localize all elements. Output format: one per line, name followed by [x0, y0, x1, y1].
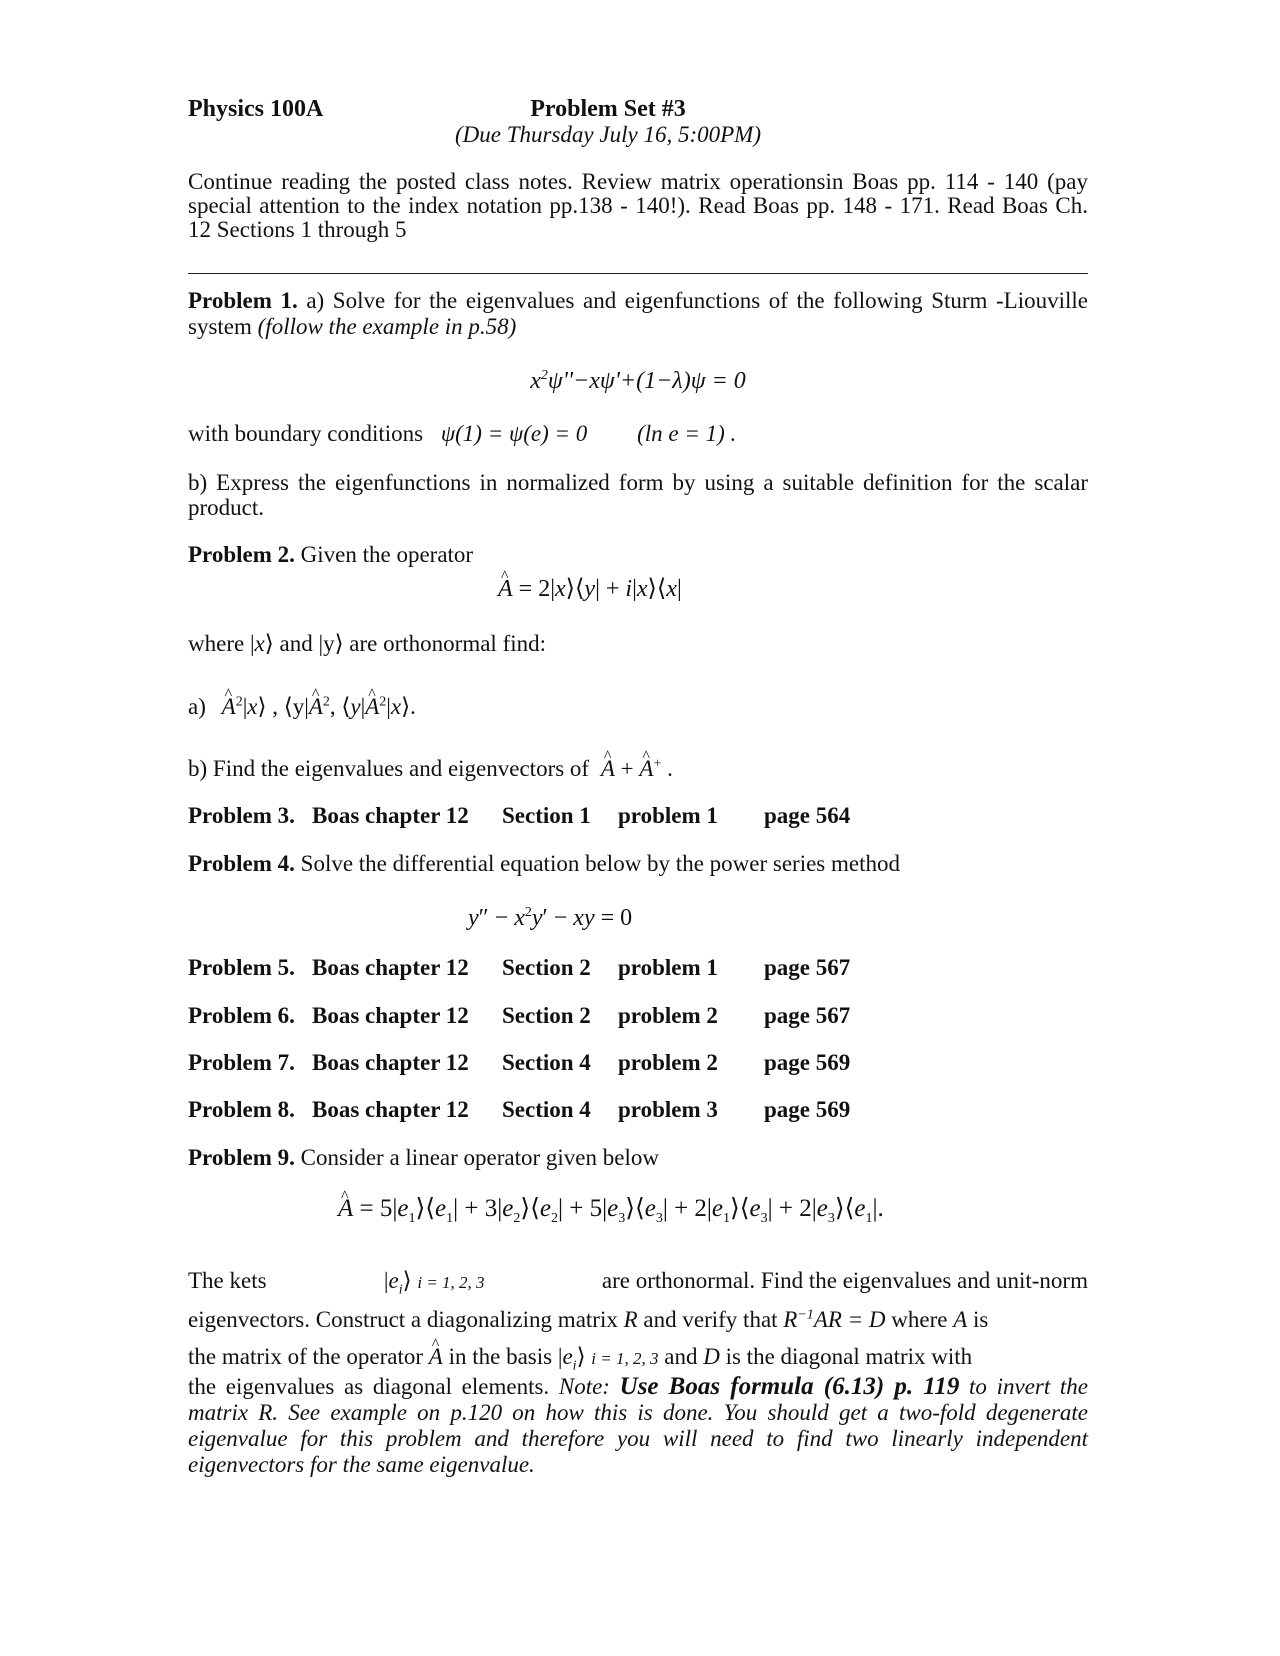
- row-page: page 564: [764, 803, 851, 828]
- row-label: Problem 3.: [188, 803, 295, 828]
- problem-set-title: Problem Set #3: [530, 96, 686, 122]
- row-problem: problem 2: [618, 1003, 718, 1028]
- row-page: page 567: [764, 1003, 851, 1028]
- row-section: Section 2: [502, 1003, 591, 1028]
- row-page: page 567: [764, 955, 851, 980]
- row-section: Section 4: [502, 1097, 591, 1122]
- where-text: where: [891, 1307, 948, 1332]
- row-label: Problem 6.: [188, 1003, 295, 1028]
- problem-9-line-3: the matrix of the operator ^ A in the basis $|e_i⟩$ i = 1, 2, 3 and D is the diagonal matrix with: [188, 1338, 1088, 1377]
- problem-2-part-a: [188, 694, 416, 720]
- row-problem: problem 2: [618, 1050, 718, 1075]
- problem-9-note: [188, 1374, 1088, 1478]
- note-instructions: to invert the matrix R. See example on p.120 on how this is done. You should get a two-fold degenerate eigenvalue for this problem and therefore you will need to find two linearly independent eigenvectors for the same eigenvalue.: [188, 1374, 1089, 1477]
- problem-4-statement: [188, 851, 900, 877]
- kets-text: The kets: [188, 1268, 267, 1293]
- diagonal-text: is the diagonal matrix with: [725, 1344, 973, 1369]
- where-and: and: [279, 631, 313, 656]
- operator-A-expansion: ^ $A = 5|e_1⟩⟨e_1|$ + $3|e_2⟩⟨e_2|$ + $5|e_3⟩⟨e_3|$ + $2|e_1⟩⟨e_3|$ + $2|e_3⟩⟨e_1|$.: [338, 1196, 884, 1222]
- row-problem: problem 3: [618, 1097, 718, 1122]
- problem-9-body: [188, 1262, 1088, 1377]
- power-series-equation: $y'' - x^2y'$ − xy = 0: [468, 905, 633, 931]
- row-page: page 569: [764, 1050, 851, 1075]
- row-chapter: Boas chapter 12: [312, 1050, 469, 1075]
- kets-orthonormal-text: are orthonormal. Find the eigenvalues and unit-norm: [601, 1268, 1088, 1293]
- eigenvalues-diag-text: the eigenvalues as diagonal elements.: [188, 1374, 550, 1399]
- problem-9-label: Problem 9.: [188, 1145, 295, 1170]
- hermitian-sum: ^ A + ^ A+ .: [601, 756, 673, 781]
- basis-text: in the basis: [448, 1344, 553, 1369]
- row-section: Section 1: [502, 803, 591, 828]
- problem-9-line-1: [188, 1262, 1088, 1301]
- course-name: Physics 100A: [188, 96, 324, 122]
- problem-1-label: Problem 1.: [188, 288, 298, 313]
- verify-text: and verify that: [643, 1307, 778, 1332]
- row-section: Section 4: [502, 1050, 591, 1075]
- ket-y: |y⟩: [318, 631, 344, 656]
- row-label: Problem 5.: [188, 955, 295, 980]
- boundary-conditions-line: [188, 421, 736, 447]
- sturm-liouville-equation: $x^2\psi''-x\psi'+(1-\lambda)\psi = 0$: [530, 368, 746, 394]
- due-date: (Due Thursday July 16, 5:00PM): [455, 122, 761, 147]
- is-text: is: [973, 1307, 989, 1332]
- intro-paragraph: Continue reading the posted class notes. Review matrix operationsin Boas pp. 114 - 140 (pay special attention to the index notation pp.138 - 140!). Read Boas pp. 148 - 171. Read Boas Ch. 12 Sections 1 through 5: [188, 169, 1088, 242]
- row-section: Section 2: [502, 955, 591, 980]
- similarity-equation: $R^{-1}AR = D$: [783, 1307, 886, 1332]
- problem-9-text: Consider a linear operator given below: [300, 1145, 659, 1170]
- problem-1-statement: [188, 288, 1088, 340]
- row-page: page 569: [764, 1097, 851, 1122]
- orthonormal-statement: [188, 631, 546, 657]
- row-chapter: Boas chapter 12: [312, 955, 469, 980]
- problem-4-label: Problem 4.: [188, 851, 295, 876]
- problem-1-part-b: b) Express the eigenfunctions in normalized form by using a suitable definition for the scalar product.: [188, 470, 1088, 520]
- part-a-expressions: ^ $A^2|x⟩$ , ⟨y|^ $A^2$, ⟨y|^ $A^2|x⟩$.: [222, 694, 416, 719]
- problem-1-note: (follow the example in p.58): [257, 314, 517, 339]
- row-chapter: Boas chapter 12: [312, 1097, 469, 1122]
- ket-ei: $|e_i⟩$ i = 1, 2, 3: [383, 1268, 485, 1298]
- problem-1-part-a: a) Solve for the eigenvalues and eigenfunctions of the following Sturm -Liouville system: [188, 288, 1089, 339]
- problem-9-line-2: eigenvectors. Construct a diagonalizing matrix R and verify that $R^{-1}AR = D$ where A is: [188, 1307, 989, 1332]
- note-formula: Use Boas formula (6.13) p. 119: [619, 1373, 960, 1400]
- bc-prefix: with boundary conditions: [188, 421, 424, 446]
- problem-2-label: Problem 2.: [188, 542, 295, 567]
- part-b-text: b) Find the eigenvalues and eigenvectors of: [188, 756, 590, 781]
- construct-text: eigenvectors. Construct a diagonalizing matrix: [188, 1307, 618, 1332]
- problem-2-statement: [188, 542, 473, 568]
- ket-x: |x⟩: [249, 631, 274, 656]
- row-label: Problem 7.: [188, 1050, 295, 1075]
- problem-2-part-b: [188, 756, 673, 782]
- bc-equation: ψ(1) = ψ(e) = 0: [440, 421, 588, 446]
- note-label: Note:: [558, 1374, 610, 1399]
- part-a-label: a): [188, 694, 206, 719]
- and-text: and: [664, 1344, 698, 1369]
- matrix-operator-text: the matrix of the operator: [188, 1344, 424, 1369]
- row-chapter: Boas chapter 12: [312, 1003, 469, 1028]
- problem-9-statement: [188, 1145, 659, 1171]
- row-label: Problem 8.: [188, 1097, 295, 1122]
- where-prefix: where: [188, 631, 245, 656]
- problem-2-text: Given the operator: [300, 542, 474, 567]
- problem-4-text: Solve the differential equation below by the power series method: [300, 851, 900, 876]
- bc-note: (ln e = 1) .: [637, 421, 737, 446]
- operator-A-definition: ^ A = 2|x⟩⟨y| + i|x⟩⟨x|: [498, 576, 682, 602]
- where-suffix: are orthonormal find:: [349, 631, 547, 656]
- row-problem: problem 1: [618, 955, 718, 980]
- divider-line: [188, 273, 1088, 274]
- row-problem: problem 1: [618, 803, 718, 828]
- row-chapter: Boas chapter 12: [312, 803, 469, 828]
